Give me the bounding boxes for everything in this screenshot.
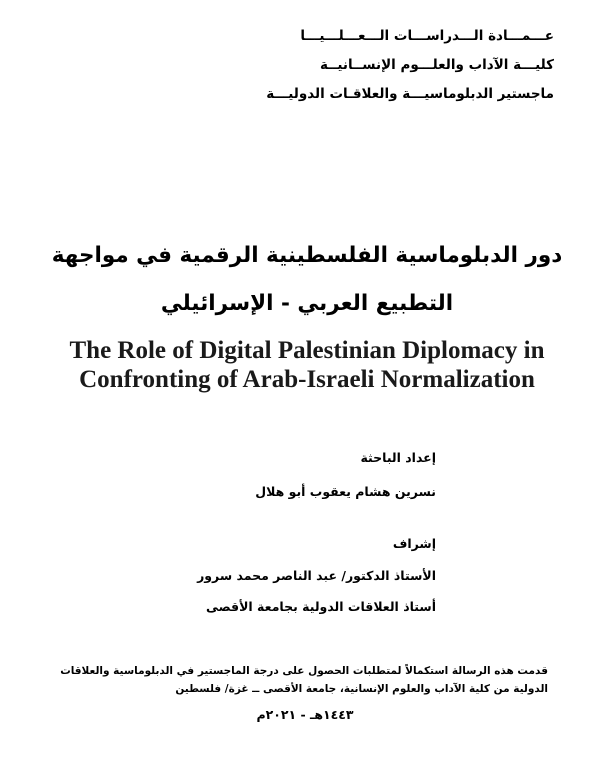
english-title-line-2: Confronting of Arab-Israeli Normalization	[79, 366, 535, 393]
arabic-title	[40, 232, 574, 328]
submission-date: ١٤٤٣هـ - ٢٠٢١م	[256, 707, 354, 722]
supervisor-label: إشراف	[392, 536, 436, 551]
researcher-name: نسرين هشام يعقوب أبو هلال	[255, 484, 436, 499]
submission-statement	[48, 662, 548, 698]
supervisor-position: أستاذ العلاقات الدولية بجامعة الأقصى	[205, 599, 436, 614]
english-title	[20, 336, 594, 394]
header-deanship: عـــمـــادة الـــدراســـات الـــعـــلـــيـــا	[300, 28, 554, 44]
submission-line-1: قدمت هذه الرسالة استكمالاً لمتطلبات الحصول على درجة الماجستير في الدبلوماسية والعلاقات	[60, 665, 548, 677]
arabic-title-line-2: التطبيع العربي - الإسرائيلي	[160, 291, 454, 316]
researcher-label: إعداد الباحثة	[360, 450, 436, 465]
header-faculty: كليـــة الآداب والعلـــوم الإنســانيــة	[319, 57, 554, 73]
supervisor-name: الأستاذ الدكتور/ عبد الناصر محمد سرور	[197, 568, 436, 583]
header-program: ماجستير الدبلوماسيـــة والعلاقـات الدوليـــة	[266, 86, 554, 102]
english-title-line-1: The Role of Digital Palestinian Diplomacy in	[69, 337, 545, 364]
submission-line-2: الدولية من كلية الآداب والعلوم الإنسانية، جامعة الأقصى ــ غزة/ فلسطين	[175, 683, 548, 695]
arabic-title-line-1: دور الدبلوماسية الفلسطينية الرقمية في مواجهة	[51, 243, 563, 268]
institution-header	[254, 22, 554, 109]
